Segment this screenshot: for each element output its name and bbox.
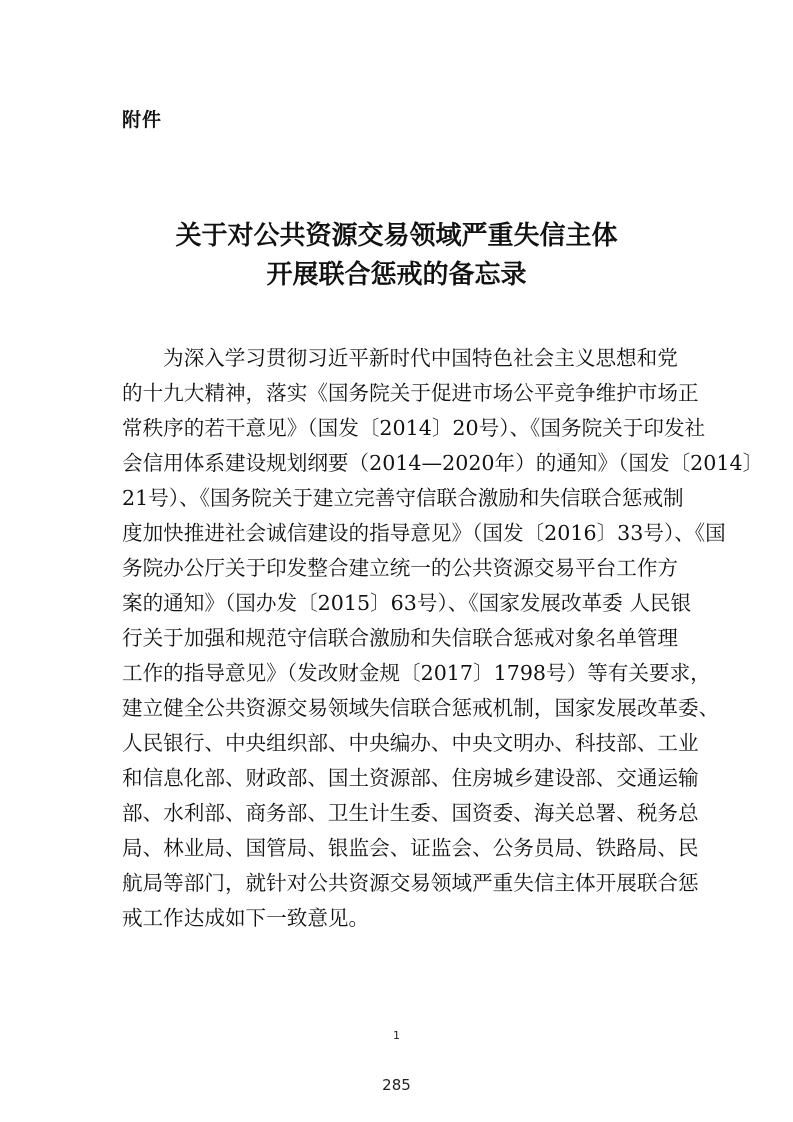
body-line: 工作的指导意见》（发改财金规〔2017〕1798号）等有关要求， <box>122 661 711 685</box>
body-line: 建立健全公共资源交易领域失信联合惩戒机制，国家发展改革委、 <box>122 696 720 720</box>
body-line: 为深入学习贯彻习近平新时代中国特色社会主义思想和党 <box>163 346 678 370</box>
title-line: 关于对公共资源交易领域严重失信主体 <box>175 221 618 251</box>
body-line: 部、水利部、商务部、卫生计生委、国资委、海关总署、税务总 <box>122 801 699 825</box>
body-line: 常秩序的若干意见》（国发〔2014〕20号）、《国务院关于印发社 <box>122 416 706 440</box>
body-line: 航局等部门，就针对公共资源交易领域严重失信主体开展联合惩 <box>122 871 699 895</box>
body-line: 的十九大精神，落实《国务院关于促进市场公平竞争维护市场正 <box>122 381 699 405</box>
page-number-inner: 1 <box>393 1029 400 1042</box>
page-number-outer: 285 <box>382 1076 411 1094</box>
body-line: 案的通知》（国办发〔2015〕63号）、《国家发展改革委 人民银 <box>122 591 692 615</box>
attachment-label: 附件 <box>122 109 163 131</box>
body-line: 度加快推进社会诚信建设的指导意见》（国发〔2016〕33号）、《国 <box>122 521 726 545</box>
body-line: 人民银行、中央组织部、中央编办、中央文明办、科技部、工业 <box>122 731 699 755</box>
body-line: 戒工作达成如下一致意见。 <box>122 906 370 930</box>
document-title <box>0 217 793 295</box>
body-line: 行关于加强和规范守信联合激励和失信联合惩戒对象名单管理 <box>122 626 679 650</box>
body-line: 务院办公厅关于印发整合建立统一的公共资源交易平台工作方 <box>122 556 679 580</box>
body-line: 21号）、《国务院关于建立完善守信联合激励和失信联合惩戒制 <box>122 486 684 510</box>
title-line: 开展联合惩戒的备忘录 <box>266 260 527 290</box>
body-line: 局、林业局、国管局、银监会、证监会、公务员局、铁路局、民 <box>122 836 699 860</box>
body-line: 会信用体系建设规划纲要（2014—2020年）的通知》（国发〔2014〕 <box>122 451 764 475</box>
body-paragraph <box>122 341 764 936</box>
body-line: 和信息化部、财政部、国土资源部、住房城乡建设部、交通运输 <box>122 766 699 790</box>
